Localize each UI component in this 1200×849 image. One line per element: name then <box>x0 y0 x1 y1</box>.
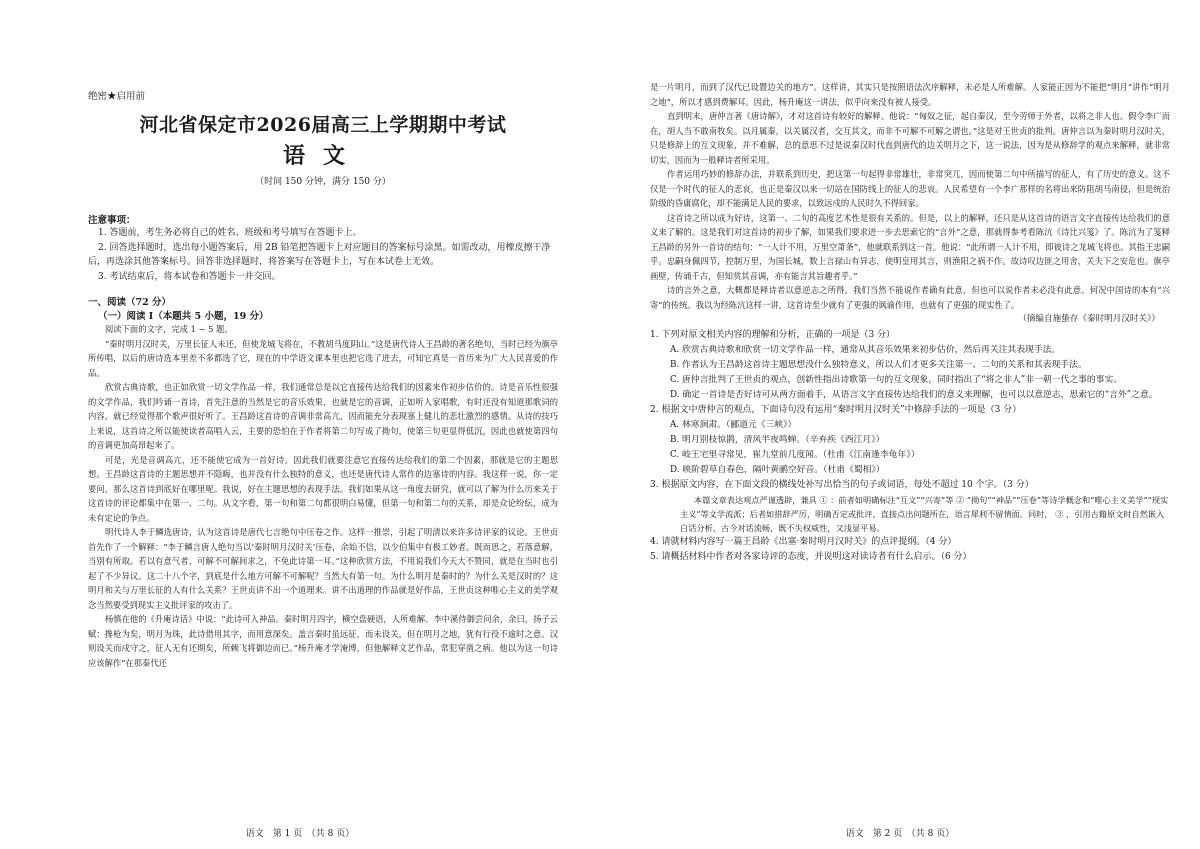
question-2 <box>650 403 1170 478</box>
subsection-heading: （一）阅读 I（本题共 5 小题，19 分） <box>98 311 269 322</box>
note-item: 2. 回答选择题时，选出每小题答案后，用 2B 铅笔把答题卡上对应题目的答案标号涂黑。如需改动，用橡皮擦干净后，再选涂其他答案标号。回答非选择题时，将答案写在答题卡上，写在本试卷上无效。 <box>88 242 551 267</box>
reading-section <box>88 294 558 670</box>
passage-paragraph: 杨慎在他的《升庵诗话》中说：“此诗可入神品。秦时明月四字，横空盘硬语，人所难解。李中溪侍御尝问余，余曰，扬子云赋：搀枪为矣，明月为珠，此诗借用其字，而用意深矣。盖言秦时虽远征，而未设关，但在明月之地，犹有行役不逾时之意。汉则设关而戍守之，征人无有还期矣，所赖飞将御边而已。”杨升庵才学淹博，但他解释文艺作品，常犯穿凿之病。他以为这一句诗应该解作“在那秦代还 <box>88 614 558 668</box>
passage-paragraph: 直到明末，唐仲言著《唐诗解》，才对这首诗有较好的解释。他说：“匈奴之征，起自秦汉，至今劳师于外者，以将之非人也。假令李广而在，胡人当不敢南牧矣。以月属秦，以关属汉者，交互其文，而非不可解不可解之谓也。”这是对王世贞的批判。唐仲言以为秦时明月汉时关，只是修辞上的互文现象，并不难解，总的意思不过是说秦汉时代直到唐代的边关明月之下，这一说法，因为是从修辞学的观点来解释，就非常切实，因而为一般释诗者所采用。 <box>650 111 1170 165</box>
question-4 <box>650 535 1170 550</box>
passage-paragraph: “秦时明月汉时关，万里长征人未还，但使龙城飞将在，不教胡马度阴山。”这是唐代诗人王昌龄的著名绝句，当时已经为旗亭所传唱，以后的唐诗选本里差不多都选了它，现在的中学语文课本里也把它选了进去，可知它真是一首历来为广大人民喜爱的作品。 <box>88 338 558 378</box>
answer-option[interactable]: C. 岐王宅里寻常见，崔九堂前几度闻。（杜甫《江南逢李龟年》） <box>670 450 920 460</box>
page-1-header <box>88 88 558 187</box>
passage-continued <box>650 80 1170 565</box>
passage-paragraph: 明代诗人李于鳞选唐诗，认为这首诗是唐代七言绝句中压卷之作。这样一推崇，引起了明清以来许多诗评家的议论。王世贞首先作了一个解释：“李于鳞言唐人绝句当以‘秦时明月汉时关’压卷，余始不信，以少伯集中有极工妙者。既而思之，若落意解，当别有所取。若以有意气者，可解不可解间求之，不免此诗第一耳。”这种欣赏方法，不用说我们今天大不赞同，就是在当时也引起了不少异议。这二十八个字，到底是什么地方可解不可解呢？当然大有第一句。为什么明月是秦时的？为什么关是汉时的？这明月和关与万里长征的人有什么关系？王世贞讲不出一个道理来。讲不出道理的作品就是好作品，王世贞这种唯心主义的美学观念当然要受到现实主义批评家的攻击了。 <box>88 527 558 610</box>
question-3 <box>650 478 1170 535</box>
answer-option[interactable]: D. 映阶碧草自春色，隔叶黄鹂空好音。（杜甫《蜀相》） <box>670 465 885 475</box>
passage-paragraph: 作者运用巧妙的修辞办法，并联系到历史，把这第一句起得非常雄壮，非常突兀，因而使第二句中所描写的征人，有了历史的意义。这不仅是一个时代的征人的悲哀，也正是秦汉以来一切站在国防线上的征人的悲哀。人民希望有一个李广那样的名将出来防阻胡马南侵，但是统治阶级的昏庸腐化，却不能满足人民的要求，以致远戍的人民时久不得回家。 <box>650 169 1170 208</box>
exam-title: 河北省保定市2026届高三上学期期中考试 <box>139 114 507 136</box>
passage-source: （摘编自施蛰存《秦时明月汉时关》） <box>1018 314 1160 324</box>
notes-block <box>88 212 558 284</box>
fill-in-passage: 本篇文章表达观点严谨透辟，兼具 ① ：前者如明确标注“互文”“兴寄”等 ② “拗句”“神品”“压卷”等诗学概念和“唯心主义美学”“现实主义”等文学流派；后者如措辞严厉，明确否定或批评，直接点出问题所在，语言犀利不留情面。同时， ③ ，引用古籍原文时自然嵌入白话分析，古今对话流畅，既不失权威性，又浅显平易。 <box>680 495 1169 533</box>
answer-option[interactable]: D. 确定一首诗是否好诗可从两方面着手，从语言文字直接传达给我们的意义来理解，也可以以意逆志，思索它的“言外”之意。 <box>670 390 1158 400</box>
note-item: 3. 考试结束后，将本试卷和答题卡一并交回。 <box>98 271 281 282</box>
page-footer: 语文 第 2 页 （共 8 页） <box>845 829 955 839</box>
question-stem: 1. 下列对原文相关内容的理解和分析，正确的一项是（3 分） <box>650 330 896 340</box>
note-item: 1. 答题前，考生务必将自己的姓名、班级和考号填写在答题卡上。 <box>98 228 362 238</box>
passage-paragraph: 可是，光是音调高亢，还不能使它成为一首好诗。因此我们就要注意它直接传达给我们的第二个因素，那就是它的主题思想。王昌龄这首诗的主题思想并不隐晦，也并没有什么独特的意义，也还是唐代诗人常作的边塞诗的内容。我这样一说，你一定要问，那么这首诗到底好在哪里呢。我说，好在主题思想的表现手法。我们如果从这一角度去研究，就可以了解为什么历来关于这首诗的评论都集中在第一、二句。从文字看，第一句和第二句都很明白易懂，但第一句和第二句的关系，却是众论纷纭，成为未有定论的争点。 <box>88 454 558 523</box>
section-heading: 一、阅读（72 分） <box>88 297 172 308</box>
instruction: 阅读下面的文字，完成 1 ~ 5 题。 <box>105 324 233 334</box>
passage-paragraph: 欣赏古典诗歌，也正如欣赏一切文学作品一样，我们通常总是以它直接传达给我们的因素来作初步估价的。诗是音乐性很强的文学作品，我们吟诵一首诗，首先注意的当然是它的音乐效果，也就是它的音调，正如听人家唱歌，有时还没有知道那歌词的内容，就已经觉得那个歌声很好听了。王昌龄这首诗的音调非常高亢，因而能充分表现塞上健儿的悲壮激烈的感情。从诗的技巧上来说，这首诗之所以能使读者高唱入云，主要的恐怕在于作者将第二句写成了拗句，使第三句更显得低沉，因此也就使第四句的音调更加高昂起来了。 <box>88 382 558 450</box>
question-stem: 5. 请概括材料中作者对各家诗评的态度，并说明这对读诗者有什么启示。（6 分） <box>650 552 972 562</box>
passage-paragraph: 诗的言外之意，大概都是释诗者以意逆志之所得。我们当然不能说作者确有此意，但也可以说作者未必没有此意。何况中国诗的本有“兴寄”的传统。我以为经陈沆这样一讲，这首诗至少就有了更强的讽谕作用，也就有了更强的现实性了。 <box>650 285 1170 310</box>
answer-option[interactable]: C. 唐仲言批判了王世贞的观点，创新性指出诗歌第一句的互文现象，同时指出了“将之非人”非一朝一代之事的事实。 <box>670 375 1123 385</box>
answer-option[interactable]: A. 林寒涧肃。（郦道元《三峡》） <box>670 420 797 430</box>
subject-title: 语文 <box>282 143 363 169</box>
answer-option[interactable]: A. 欣赏古典诗歌和欣赏一切文学作品一样，通常从其音乐效果来初步估价，然后再关注其表现手法。 <box>670 345 1061 355</box>
answer-option[interactable]: B. 作者认为王昌龄这首诗主题思想没什么独特意义，所以人们才更多关注第一、二句的关系和其表现手法。 <box>670 360 1087 370</box>
question-stem: 4. 请就材料内容写一篇王昌龄《出塞·秦时明月汉时关》的点评提纲。（4 分） <box>650 537 957 547</box>
notes-heading: 注意事项： <box>88 215 136 226</box>
page-2 <box>600 0 1200 849</box>
page-footer: 语文 第 1 页 （共 8 页） <box>245 829 355 839</box>
answer-option[interactable]: B. 明月别枝惊鹊，清风半夜鸣蝉。（辛弃疾《西江月》） <box>670 435 885 445</box>
question-5 <box>650 550 1170 565</box>
time-info: （时间 150 分钟，满分 150 分） <box>255 177 391 187</box>
question-stem: 3. 根据原文内容，在下面文段的横线处补写出恰当的句子或词语，每处不超过 10 个字。（3 分） <box>650 480 1034 490</box>
passage-paragraph: 是一片明月，而到了汉代已设置边关的地方”。这样讲，其实只是按照语法次序解释，未必是人所难解。人家能正因为不能把“明月”讲作“明月之地”，所以才感到费解耳。因此，杨升庵这一讲法，似乎向来没有被人接受。 <box>650 82 1170 107</box>
passage-paragraph: 这首诗之所以成为好诗，这第一、二句的高度艺术性是很有关系的。但是，以上的解释，还只是从这首诗的语言文字直接传达给我们的意义来了解的。这是我们对这首诗的初步了解，如果我们要求进一步去思索它的“言外”之意，那就得参考看陈沆《诗比兴笺》了。陈沆为了笺释王昌龄的另外一首诗的结句：“一人计不用，万里空萧条”，他就联系到这一首。他说：“此所谓一人计不用，即彼诗之龙城飞将也。其指王忠嗣乎。忠嗣身佩四节，控制万里，为国长城，数上言禄山有异志，使明皇用其言，则渔阳之祸不作。故诗叹边匪之用舍，关夫下之安危也。旗亭画壁，传诵千古，但知赏其音调，亦有能言其旨趣者乎。” <box>650 212 1170 281</box>
question-stem: 2. 根据文中唐仲言的观点，下面诗句没有运用“秦时明月汉时关”中修辞手法的一项是（3 分） <box>650 405 1022 415</box>
confidential-mark: 绝密★启用前 <box>88 91 146 102</box>
question-1 <box>650 328 1170 403</box>
